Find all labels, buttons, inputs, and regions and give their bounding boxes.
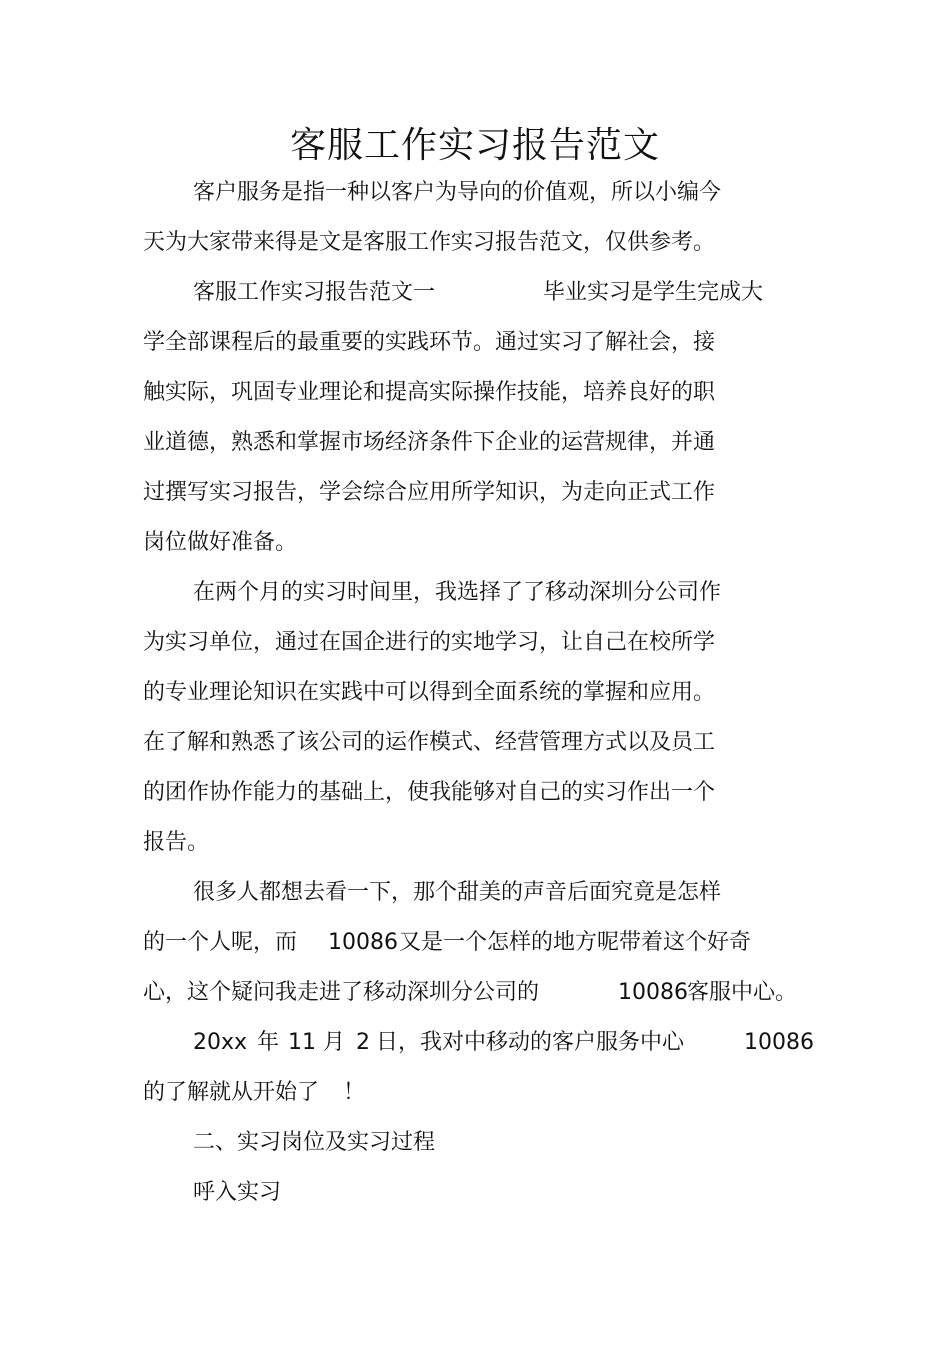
subsection-heading: 呼入实习	[193, 1180, 282, 1205]
number-10086: 10086	[618, 980, 688, 1005]
paragraph-line: 业道德，熟悉和掌握市场经济条件下企业的运营规律，并通	[143, 430, 716, 455]
paragraph-line: 的团作协作能力的基础上，使我能够对自己的实习作出一个	[143, 780, 716, 805]
paragraph-line: 报告。	[143, 830, 210, 855]
paragraph-line: 的专业理论知识在实践中可以得到全面系统的掌握和应用。	[143, 680, 716, 705]
paragraph-line: 毕业实习是学生完成大	[543, 280, 764, 305]
number-10086: 10086	[744, 1030, 814, 1055]
paragraph-line: 在两个月的实习时间里，我选择了了移动深圳分公司作	[193, 580, 722, 605]
section-heading: 二、实习岗位及实习过程	[193, 1130, 436, 1155]
paragraph-line: 的了解就从开始了	[143, 1080, 320, 1105]
date-year-unit: 年	[257, 1030, 280, 1055]
paragraph-line: 触实际，巩固专业理论和提高实际操作技能，培养良好的职	[143, 380, 716, 405]
paragraph-line: 日，我对中移动的客户服务中心	[376, 1030, 685, 1055]
paragraph-line: 学全部课程后的最重要的实践环节。通过实习了解社会，接	[143, 330, 716, 355]
exclamation-mark: ！	[343, 1080, 366, 1105]
paragraph-line: 客服工作实习报告范文一	[193, 280, 436, 305]
paragraph-line: 在了解和熟悉了该公司的运作模式、经营管理方式以及员工	[143, 730, 716, 755]
paragraph-line: 的一个人呢，而	[143, 930, 298, 955]
date-month: 11	[288, 1030, 316, 1055]
paragraph-line: 心，这个疑问我走进了移动深圳分公司的	[143, 980, 540, 1005]
paragraph-line: 为实习单位，通过在国企进行的实地学习，让自己在校所学	[143, 630, 716, 655]
paragraph-line: 客户服务是指一种以客户为导向的价值观，所以小编今	[193, 180, 722, 205]
date-year: 20xx	[193, 1030, 248, 1055]
document-title: 客服工作实习报告范文	[289, 125, 660, 166]
paragraph-line: 天为大家带来得是文是客服工作实习报告范文，仅供参考。	[143, 230, 716, 255]
paragraph-line: 很多人都想去看一下，那个甜美的声音后面究竟是怎样	[193, 880, 722, 905]
paragraph-line: 又是一个怎样的地方呢带着这个好奇	[399, 930, 752, 955]
paragraph-line: 客服中心。	[687, 980, 798, 1005]
paragraph-line: 过撰写实习报告，学会综合应用所学知识，为走向正式工作	[143, 480, 716, 505]
date-day: 2	[356, 1030, 370, 1055]
number-10086: 10086	[328, 930, 398, 955]
date-month-unit: 月	[323, 1030, 346, 1055]
paragraph-line: 岗位做好准备。	[143, 530, 298, 555]
